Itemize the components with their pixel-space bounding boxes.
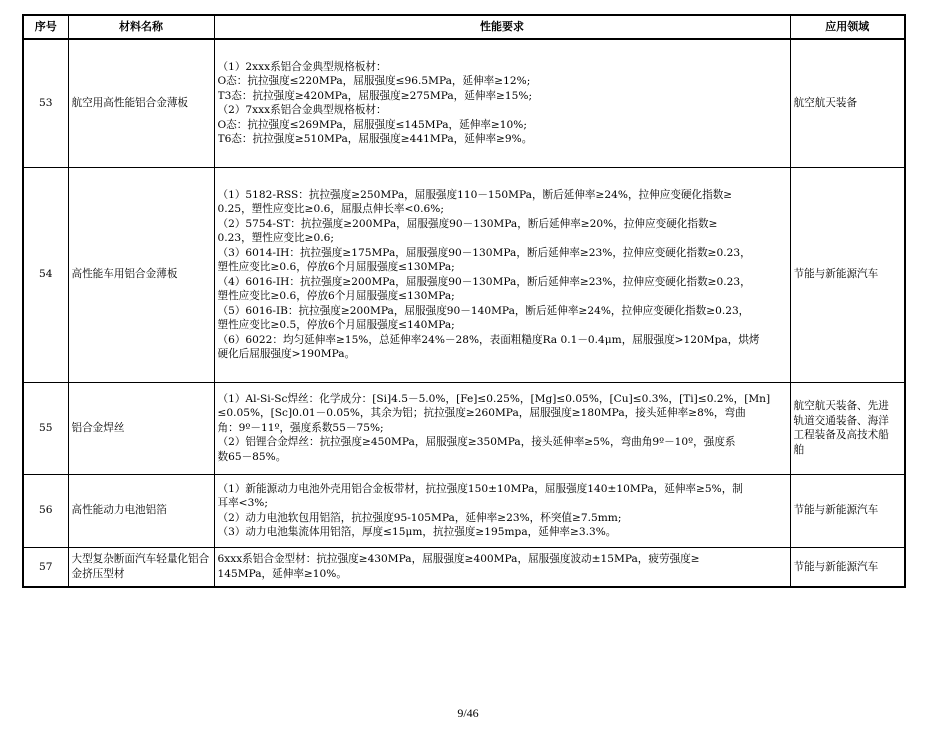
requirement-line: 塑性应变比≥0.6，停放6个月屈服强度≤130MPa; (217, 290, 455, 302)
application-field-line: 航空航天装备、先进 (793, 400, 889, 412)
table-row (23, 382, 905, 474)
requirement-line: （2）铝锂合金焊丝：抗拉强度≥450MPa，屈服强度≥350MPa，接头延伸率≥5%，弯曲角9º－10º，强度系 (217, 436, 736, 449)
table-row (23, 167, 905, 382)
table-row (23, 39, 905, 167)
application-field-line: 轨道交通装备、海洋 (793, 414, 889, 427)
performance-requirements (214, 382, 790, 474)
application-field-line: 节能与新能源汽车 (793, 560, 879, 573)
requirement-line: 角：9º－11º，强度系数55－75%; (217, 421, 384, 434)
row-number: 55 (23, 382, 68, 474)
requirement-line: 硬化后屈服强度>190MPa。 (217, 348, 356, 360)
table-row (23, 474, 905, 547)
requirement-line: （3）6014-IH：抗拉强度≥175MPa，屈服强度90－130MPa，断后延伸率≥23%，拉伸应变硬化指数≥0.23， (217, 246, 751, 259)
performance-requirements (214, 167, 790, 382)
row-number: 56 (23, 474, 68, 547)
requirement-line: ≤0.05%，[Sc]0.01－0.05%，其余为铝；抗拉强度≥260MPa，屈服强度≥180MPa，接头延伸率≥8%，弯曲 (217, 407, 746, 420)
materials-table (22, 14, 906, 588)
requirement-line: （2）5754-ST：抗拉强度≥200MPa，屈服强度90－130MPa，断后延伸率≥20%，拉伸应变硬化指数≥ (217, 217, 718, 230)
requirement-line: （1）Al-Si-Sc焊丝：化学成分：[Si]4.5－5.0%，[Fe]≤0.25%，[Mg]≤0.05%，[Cu]≤0.3%，[Ti]≤0.2%，[Mn] (217, 392, 771, 405)
header-material-name: 材料名称 (68, 15, 214, 39)
row-number: 57 (23, 547, 68, 587)
performance-requirements (214, 39, 790, 167)
table-body (23, 39, 905, 587)
header-no: 序号 (23, 15, 68, 39)
requirement-line: 0.25，塑性应变比≥0.6，屈服点伸长率<0.6%; (217, 203, 444, 215)
requirement-line: 塑性应变比≥0.5，停放6个月屈服强度≤140MPa; (217, 319, 455, 331)
material-name: 大型复杂断面汽车轻量化铝合金挤压型材 (68, 547, 214, 587)
material-name: 高性能车用铝合金薄板 (68, 167, 214, 382)
requirement-line: T6态：抗拉强度≥510MPa，屈服强度≥441MPa，延伸率≥9%。 (217, 133, 533, 146)
requirement-line: 塑性应变比≥0.6，停放6个月屈服强度≤130MPa; (217, 261, 455, 273)
application-field (790, 547, 905, 587)
requirement-line: 145MPa，延伸率≥10%。 (217, 567, 347, 580)
application-field-line: 舶 (793, 443, 805, 456)
material-name: 高性能动力电池铝箔 (68, 474, 214, 547)
page-number: 9/46 (457, 706, 479, 720)
requirement-line: 0.23，塑性应变比≥0.6; (217, 232, 334, 244)
header-application-field: 应用领域 (790, 15, 905, 39)
application-field-line: 航空航天装备 (793, 97, 858, 109)
header-performance-requirements: 性能要求 (214, 15, 790, 39)
requirement-line: （1）5182-RSS：抗拉强度≥250MPa，屈服强度110－150MPa，断后延伸率≥24%，拉伸应变硬化指数≥ (217, 188, 733, 201)
requirement-line: T3态：抗拉强度≥420MPa，屈服强度≥275MPa，延伸率≥15%; (217, 89, 533, 102)
requirement-line: （1）新能源动力电池外壳用铝合金板带材，抗拉强度150±10MPa，屈服强度140±10MPa，延伸率≥5%，制 (217, 482, 743, 495)
table-row (23, 547, 905, 587)
requirement-line: （2）7xxx系铝合金典型规格板材： (217, 104, 387, 117)
requirement-line: （5）6016-IB：抗拉强度≥200MPa，屈服强度90－140MPa，断后延伸率≥24%，拉伸应变硬化指数≥0.23， (217, 304, 750, 317)
requirement-line: （1）2xxx系铝合金典型规格板材： (217, 60, 387, 73)
application-field (790, 167, 905, 382)
material-name: 铝合金焊丝 (68, 382, 214, 474)
application-field (790, 39, 905, 167)
table-header-row (23, 15, 905, 39)
requirement-line: 耳率<3%; (217, 497, 268, 509)
performance-requirements (214, 474, 790, 547)
requirement-line: （6）6022：均匀延伸率≥15%，总延伸率24%－28%，表面粗糙度Ra 0.1－0.4μm，屈服强度>120Mpa，烘烤 (217, 333, 760, 346)
requirement-line: 数65－85%。 (217, 450, 287, 463)
application-field-line: 工程装备及高技术船 (793, 429, 889, 441)
row-number: 54 (23, 167, 68, 382)
requirement-line: （2）动力电池软包用铝箔，抗拉强度95-105MPa，延伸率≥23%，杯突值≥7.5mm; (217, 511, 622, 524)
application-field (790, 474, 905, 547)
material-name: 航空用高性能铝合金薄板 (68, 39, 214, 167)
row-number: 53 (23, 39, 68, 167)
requirement-line: （4）6016-IH：抗拉强度≥200MPa，屈服强度90－130MPa，断后延伸率≥23%，拉伸应变硬化指数≥0.23， (217, 275, 751, 288)
application-field-line: 节能与新能源汽车 (793, 504, 879, 517)
requirement-line: 6xxx系铝合金型材：抗拉强度≥430MPa，屈服强度≥400MPa，屈服强度波动±15MPa，疲劳强度≥ (217, 553, 700, 566)
requirement-line: （3）动力电池集流体用铝箔，厚度≤15μm，抗拉强度≥195mpa，延伸率≥3.3%。 (217, 526, 617, 538)
application-field (790, 382, 905, 474)
requirement-line: O态：抗拉强度≤220MPa，屈服强度≤96.5MPa，延伸率≥12%; (217, 75, 531, 88)
performance-requirements (214, 547, 790, 587)
application-field-line: 节能与新能源汽车 (793, 268, 879, 281)
requirement-line: O态：抗拉强度≤269MPa，屈服强度≤145MPa，延伸率≥10%; (217, 118, 527, 131)
